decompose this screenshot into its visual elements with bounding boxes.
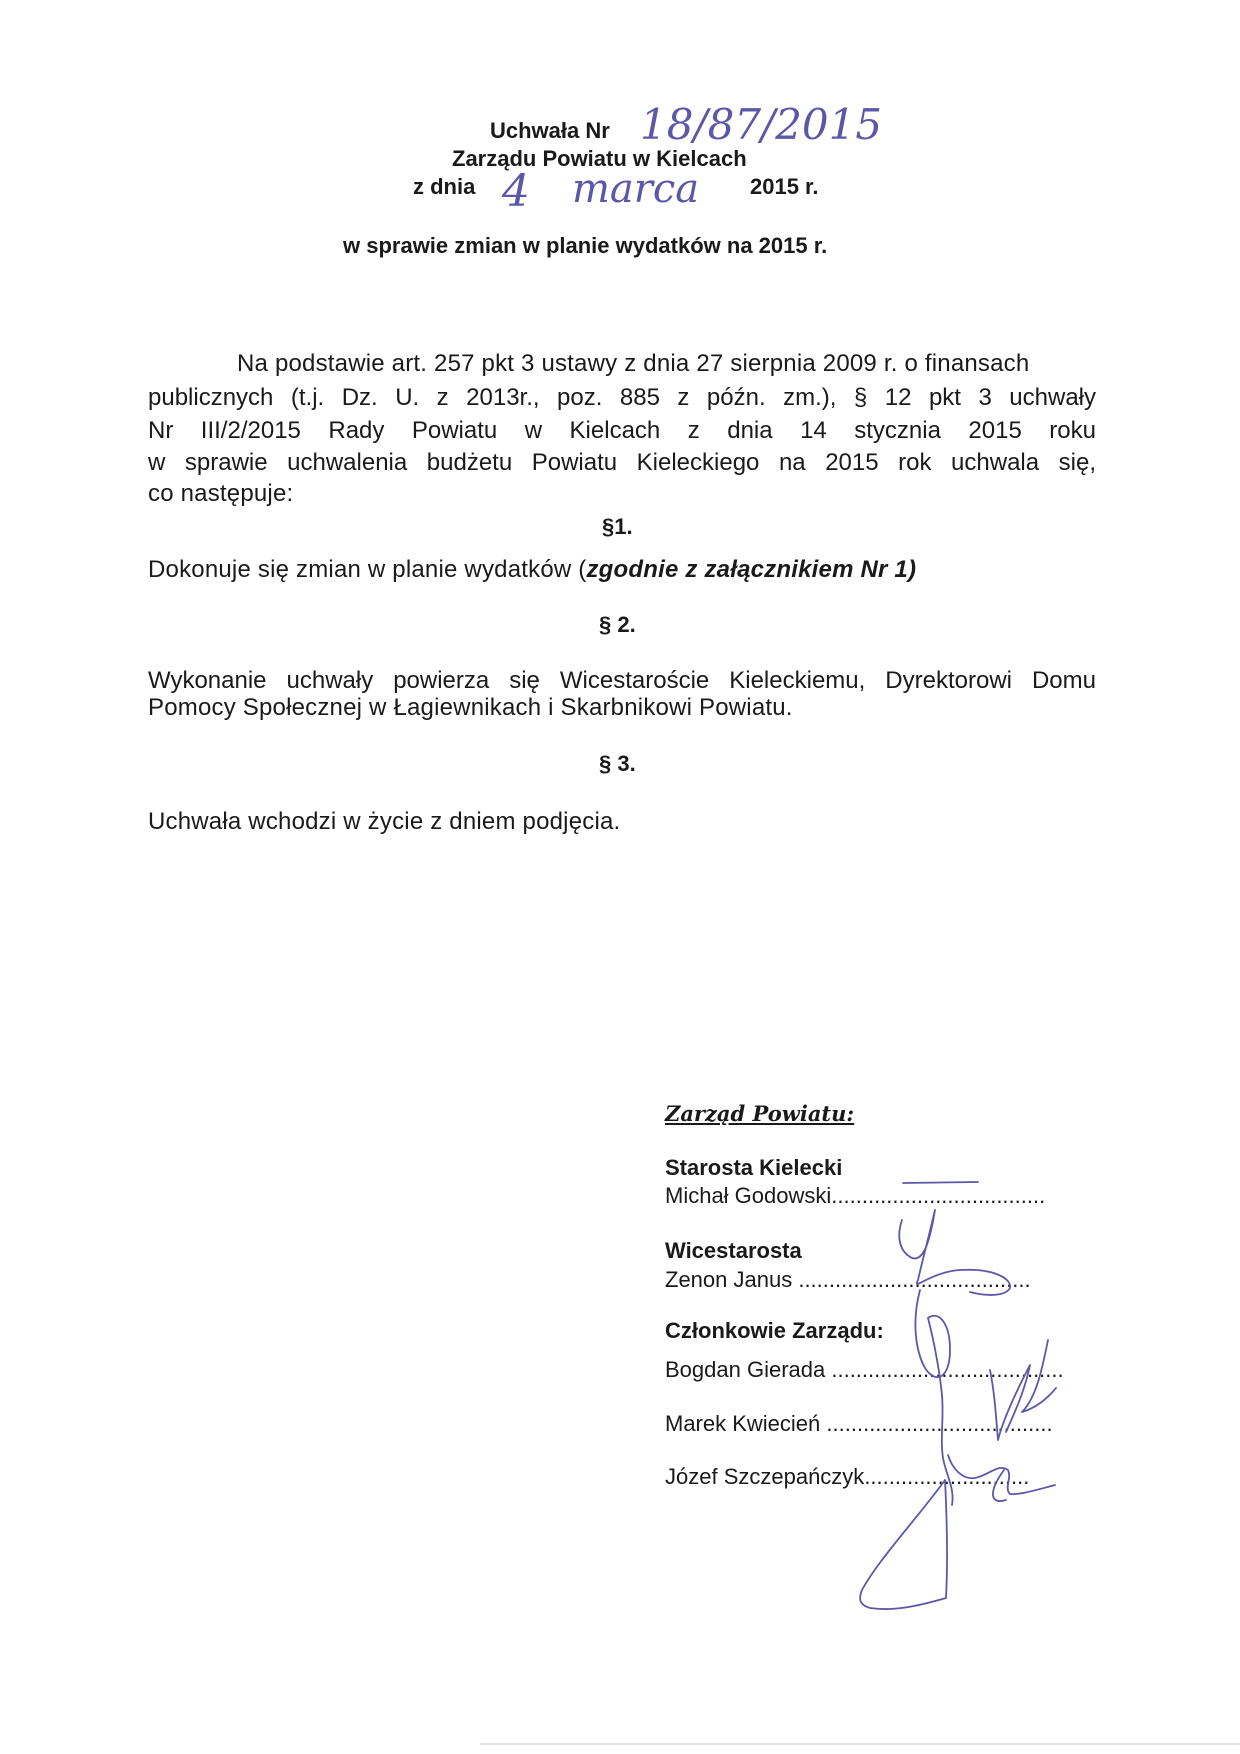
board-name: Zarządu Powiatu w Kielcach: [452, 146, 747, 171]
section-1-text: Dokonuje się zmian w planie wydatków (zgodnie z załącznikiem Nr 1): [148, 556, 917, 583]
resolution-subject: w sprawie zmian w planie wydatków na 2015 r.: [343, 233, 828, 258]
preamble-line-1: Na podstawie art. 257 pkt 3 ustawy z dnia 27 sierpnia 2009 r. o finansach: [237, 350, 1030, 377]
section-1-emphasis: zgodnie z załącznikiem Nr 1): [586, 556, 917, 583]
signature-triangle: [860, 1480, 947, 1609]
section-3-text: Uchwała wchodzi w życie z dniem podjęcia.: [148, 808, 621, 835]
member-1-line: Bogdan Gierada ......................................: [665, 1357, 1064, 1382]
members-title: Członkowie Zarządu:: [665, 1318, 884, 1343]
preamble-line-2: publicznych (t.j. Dz. U. z 2013r., poz. 885 z późn. zm.), § 12 pkt 3 uchwały: [148, 384, 1096, 411]
starosta-title: Starosta Kielecki: [665, 1155, 843, 1180]
starosta-name-line: Michał Godowski...................................: [665, 1183, 1046, 1208]
preamble-line-5: co następuje:: [148, 480, 294, 507]
resolution-title: [490, 118, 610, 144]
section-3-heading: § 3.: [599, 751, 636, 776]
section-2-line-1: Wykonanie uchwały powierza się Wicestaroście Kieleckiemu, Dyrektorowi Domu: [148, 667, 1096, 694]
signatures-heading: Zarząd Powiatu:: [665, 1101, 855, 1126]
date-day-handwritten: 4: [502, 166, 530, 217]
section-2-heading: § 2.: [599, 612, 636, 637]
wicestarosta-title: Wicestarosta: [665, 1238, 802, 1263]
scan-edge-line: [480, 1743, 1240, 1745]
member-1-dots: ......................................: [831, 1357, 1064, 1382]
title-prefix: Uchwała Nr: [490, 118, 610, 143]
date-year: 2015 r.: [750, 174, 819, 199]
member-2-line: Marek Kwiecień .....................................: [665, 1411, 1053, 1436]
section-2-line-2: Pomocy Społecznej w Łagiewnikach i Skarbnikowi Powiatu.: [148, 694, 793, 721]
starosta-dots: ...................................: [831, 1183, 1046, 1208]
preamble-line-3: Nr III/2/2015 Rady Powiatu w Kielcach z dnia 14 stycznia 2015 roku: [148, 417, 1096, 444]
member-2-dots: .....................................: [826, 1411, 1053, 1436]
member-3-line: Józef Szczepańczyk...........................: [665, 1464, 1030, 1489]
date-month-handwritten: marca: [572, 166, 700, 212]
member-3-dots: ...........................: [864, 1464, 1030, 1489]
wicestarosta-name-line: Zenon Janus ......................................: [665, 1267, 1031, 1292]
resolution-number-handwritten: 18/87/2015: [640, 100, 883, 149]
section-1-heading: §1.: [602, 514, 633, 539]
preamble-line-4: w sprawie uchwalenia budżetu Powiatu Kieleckiego na 2015 rok uchwala się,: [148, 449, 1096, 476]
wicestarosta-dots: ......................................: [798, 1267, 1031, 1292]
date-prefix: z dnia: [413, 174, 476, 199]
